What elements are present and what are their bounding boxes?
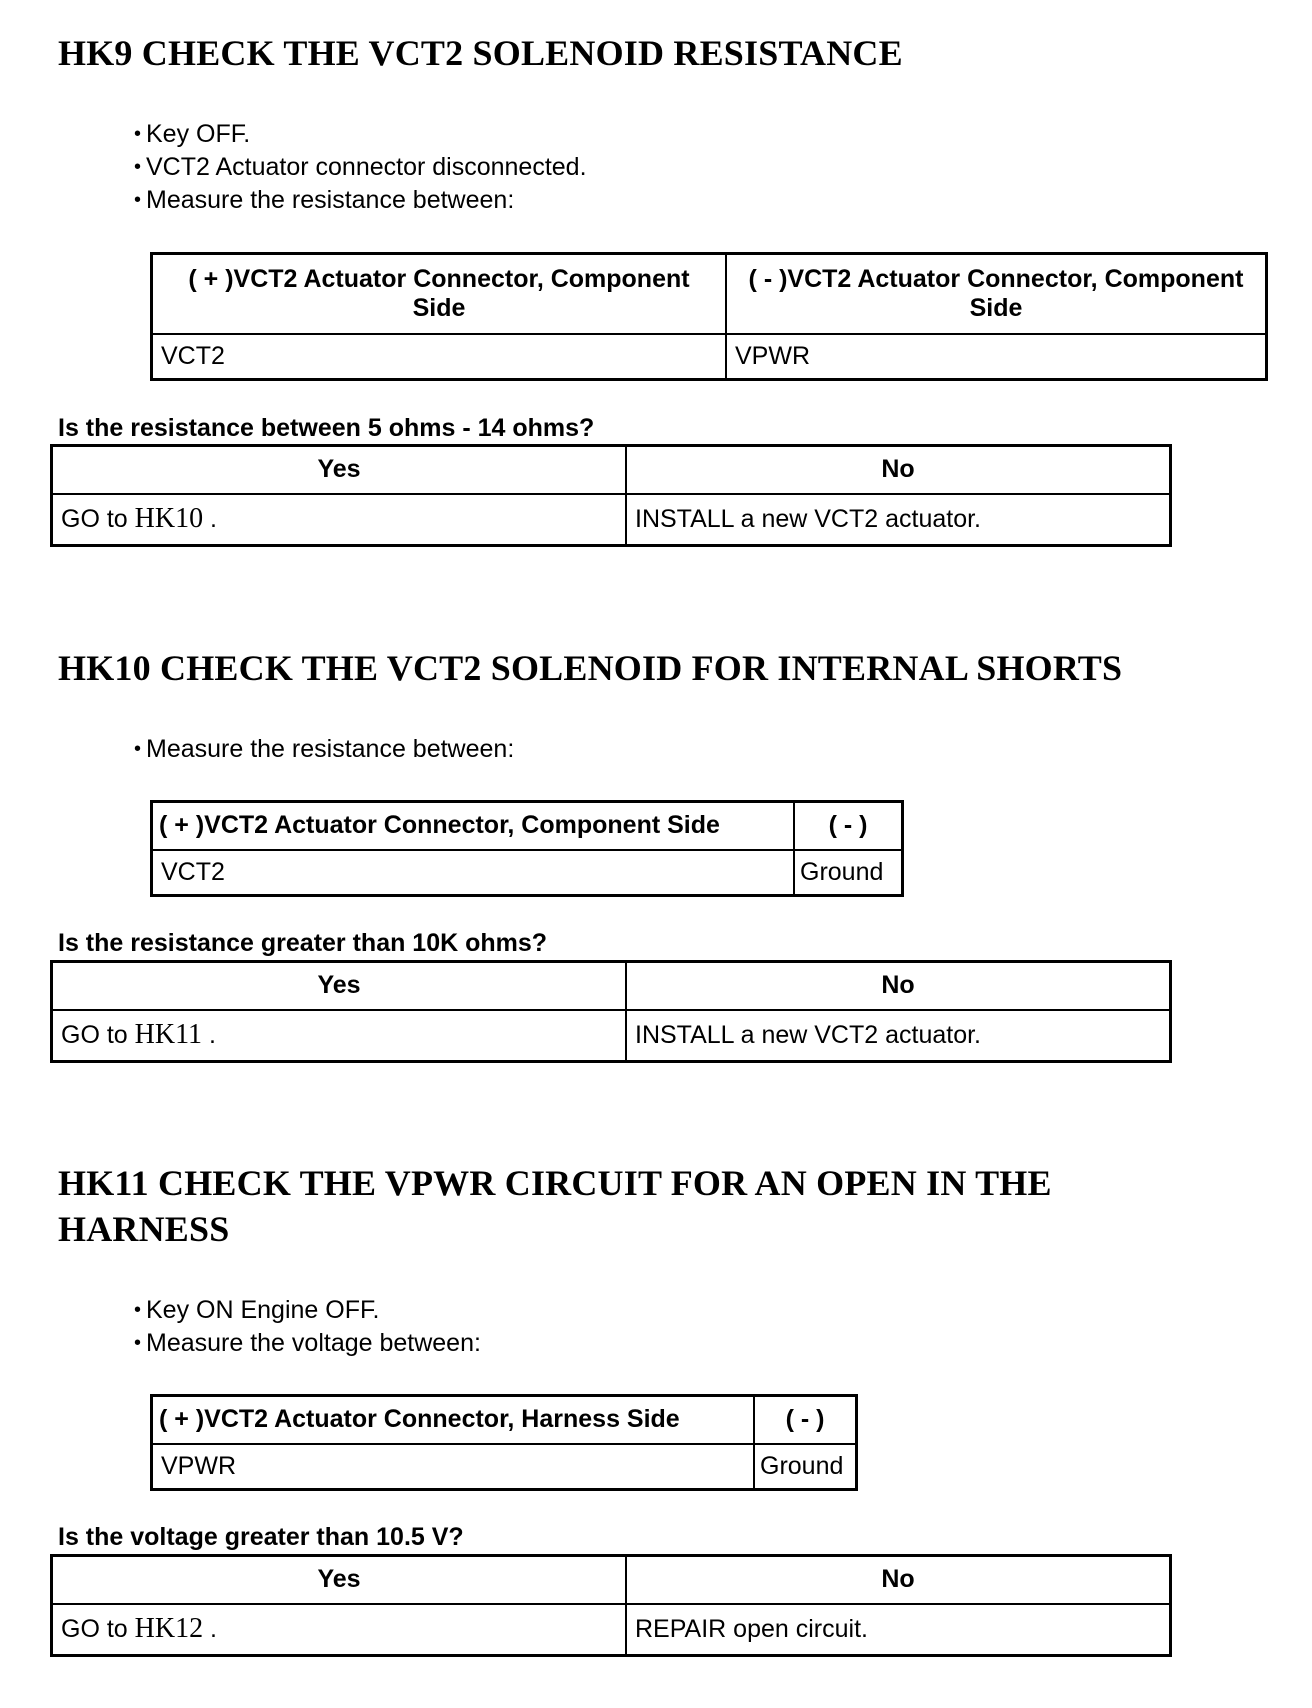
hk9-connector-table xyxy=(150,252,1268,381)
hk10-link[interactable]: HK10 xyxy=(134,503,204,535)
no-header: No xyxy=(626,962,1171,1010)
hk9-question: Is the resistance between 5 ohms - 14 ohms? xyxy=(58,414,595,442)
yes-action-cell: GO to HK10 . xyxy=(52,494,627,546)
step-item: • Measure the resistance between: xyxy=(134,733,514,766)
hk10-question: Is the resistance greater than 10K ohms? xyxy=(58,929,548,957)
positive-lead-header: ( + )VCT2 Actuator Connector, Harness Side xyxy=(152,1396,755,1444)
hk11-link[interactable]: HK11 xyxy=(134,1019,203,1051)
negative-lead-header: ( - )VCT2 Actuator Connector, Component Side xyxy=(726,254,1267,334)
hk9-heading: HK9 CHECK THE VCT2 SOLENOID RESISTANCE xyxy=(58,33,903,73)
hk9-yes-no-table xyxy=(50,444,1172,547)
yes-header: Yes xyxy=(52,1556,627,1604)
step-item: • Key ON Engine OFF. xyxy=(134,1294,481,1327)
positive-pin-cell: VCT2 xyxy=(152,850,795,896)
negative-pin-cell: Ground xyxy=(794,850,903,896)
step-item: • Measure the voltage between: xyxy=(134,1327,481,1360)
hk10-steps xyxy=(134,733,514,766)
negative-pin-cell: VPWR xyxy=(726,334,1267,380)
negative-pin-cell: Ground xyxy=(754,1444,857,1490)
hk10-yes-no-table xyxy=(50,960,1172,1063)
positive-lead-header: ( + )VCT2 Actuator Connector, Component Side xyxy=(152,802,795,850)
no-header: No xyxy=(626,1556,1171,1604)
yes-action-cell: GO to HK12 . xyxy=(52,1604,627,1656)
hk11-steps xyxy=(134,1294,481,1360)
hk12-link[interactable]: HK12 xyxy=(134,1613,204,1645)
positive-pin-cell: VCT2 xyxy=(152,334,727,380)
hk11-question: Is the voltage greater than 10.5 V? xyxy=(58,1523,464,1551)
hk11-yes-no-table xyxy=(50,1554,1172,1657)
no-action-cell: REPAIR open circuit. xyxy=(626,1604,1171,1656)
hk9-steps xyxy=(134,118,587,217)
step-item: • Key OFF. xyxy=(134,118,587,151)
hk11-connector-table xyxy=(150,1394,858,1491)
step-item: • Measure the resistance between: xyxy=(134,184,587,217)
negative-lead-header: ( - ) xyxy=(794,802,903,850)
negative-lead-header: ( - ) xyxy=(754,1396,857,1444)
yes-header: Yes xyxy=(52,962,627,1010)
hk11-heading: HK11 CHECK THE VPWR CIRCUIT FOR AN OPEN IN THE HARNESS xyxy=(58,1163,1052,1249)
no-header: No xyxy=(626,446,1171,494)
positive-pin-cell: VPWR xyxy=(152,1444,755,1490)
hk10-connector-table xyxy=(150,800,904,897)
hk10-heading: HK10 CHECK THE VCT2 SOLENOID FOR INTERNAL SHORTS xyxy=(58,648,1123,688)
yes-header: Yes xyxy=(52,446,627,494)
no-action-cell: INSTALL a new VCT2 actuator. xyxy=(626,1010,1171,1062)
no-action-cell: INSTALL a new VCT2 actuator. xyxy=(626,494,1171,546)
positive-lead-header: ( + )VCT2 Actuator Connector, Component Side xyxy=(152,254,727,334)
step-item: • VCT2 Actuator connector disconnected. xyxy=(134,151,587,184)
yes-action-cell: GO to HK11 . xyxy=(52,1010,627,1062)
